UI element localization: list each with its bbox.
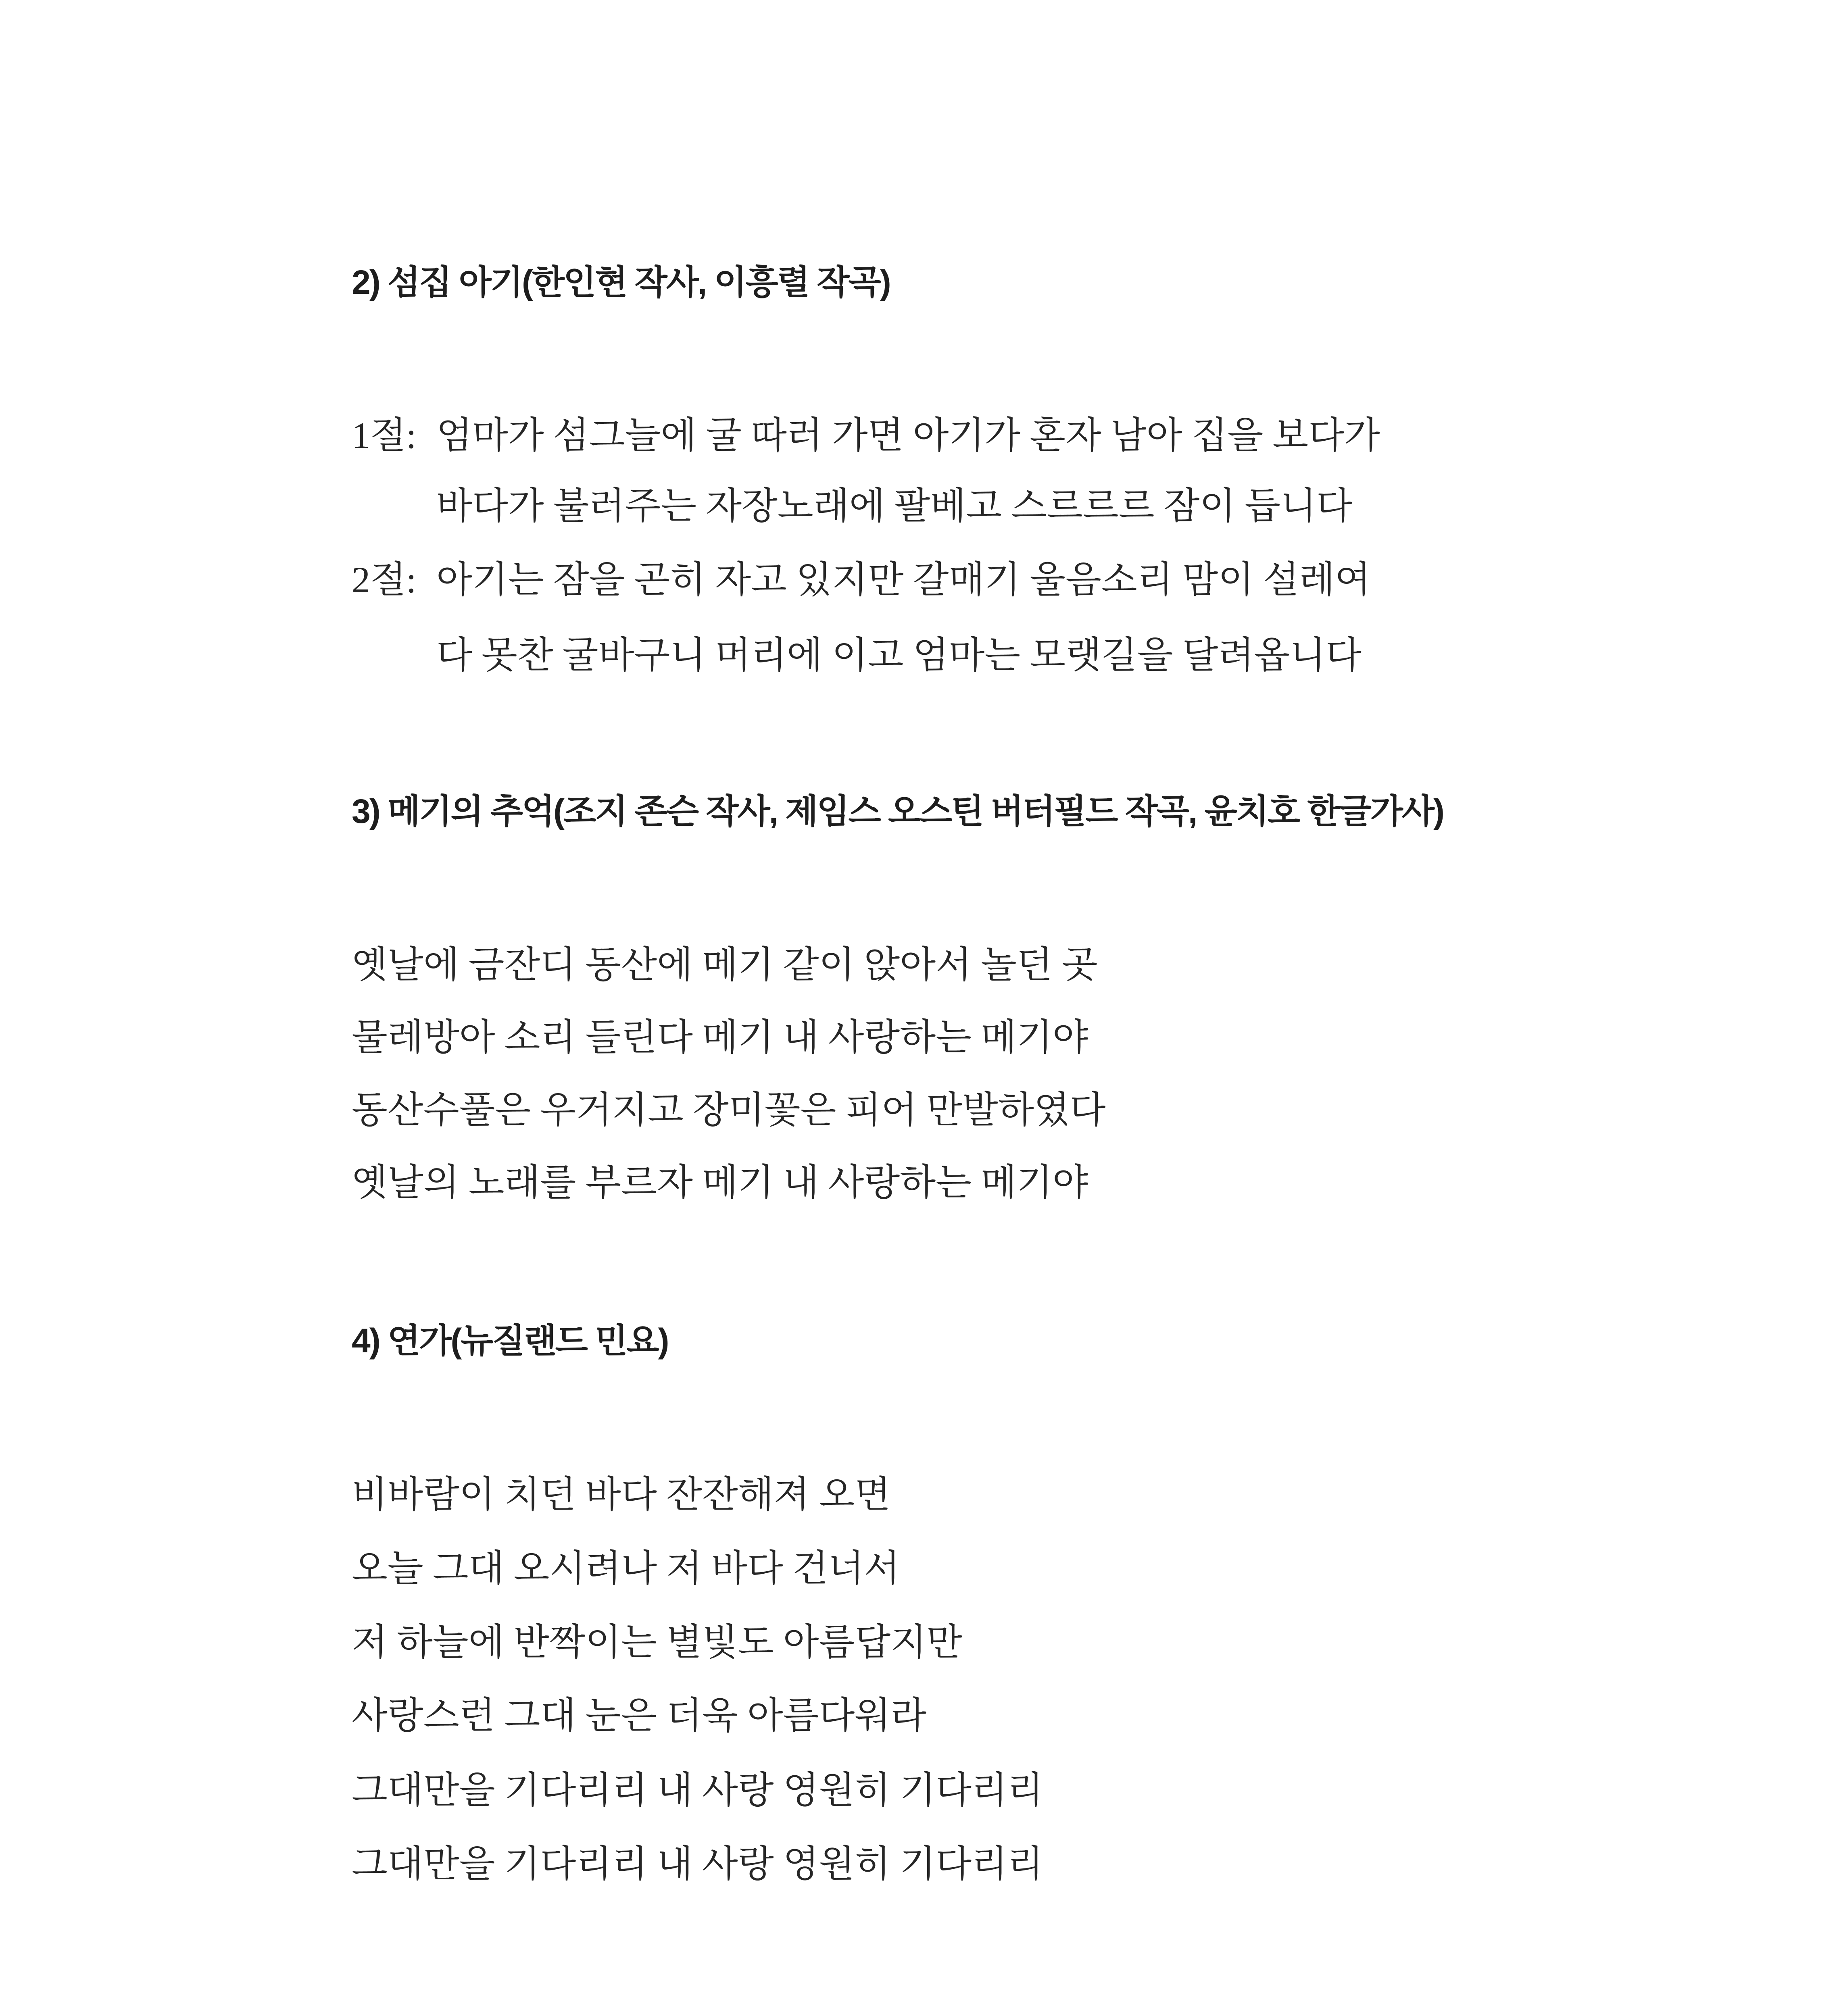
verse-1-line-2: 바다가 불러주는 자장노래에 팔베고 스르르르 잠이 듭니다: [436, 485, 1352, 527]
verse-2-line-2: 다 못찬 굴바구니 머리에 이고 엄마는 모랫길을 달려옵니다: [436, 635, 1362, 676]
lyric-line: 저 하늘에 반짝이는 별빛도 아름답지만: [352, 1622, 962, 1663]
lyric-line: 옛날의 노래를 부르자 메기 내 사랑하는 메기야: [352, 1162, 1088, 1203]
verse-1-line-1: [352, 413, 1380, 458]
lyric-line: 동산수풀은 우거지고 장미꽃은 피어 만발하였다: [352, 1089, 1106, 1131]
verse-text: 엄마가 섬그늘에 굴 따러 가면 아기가 혼자 남아 집을 보다가: [436, 415, 1380, 456]
lyric-line: 그대만을 기다리리 내 사랑 영원히 기다리리: [352, 1770, 1043, 1811]
verse-label-1: 1절:: [352, 415, 417, 456]
lyric-line: 사랑스런 그대 눈은 더욱 아름다워라: [352, 1695, 927, 1736]
section-heading-2: 2) 섬집 아기(한인현 작사, 이흥렬 작곡): [352, 263, 890, 301]
lyric-line: 비바람이 치던 바다 잔잔해져 오면: [352, 1474, 891, 1515]
lyric-line: 옛날에 금잔디 동산에 메기 같이 앉아서 놀던 곳: [352, 944, 1098, 985]
section-heading-4: 4) 연가(뉴질랜드 민요): [352, 1322, 668, 1360]
section-heading-3: 3) 메기의 추억(조지 존슨 작사, 제임스 오스틴 버터필드 작곡, 윤치호 한글가사): [352, 792, 1444, 830]
verse-2-line-1: [352, 558, 1371, 602]
lyric-line: 그대만을 기다리리 내 사랑 영원히 기다리리: [352, 1843, 1043, 1885]
verse-text: 아기는 잠을 곤히 자고 있지만 갈매기 울음소리 맘이 설레여: [436, 559, 1371, 600]
lyric-line: 오늘 그대 오시려나 저 바다 건너서: [352, 1548, 900, 1589]
verse-label-2: 2절:: [352, 559, 417, 600]
lyric-line: 물레방아 소리 들린다 메기 내 사랑하는 메기야: [352, 1017, 1088, 1058]
